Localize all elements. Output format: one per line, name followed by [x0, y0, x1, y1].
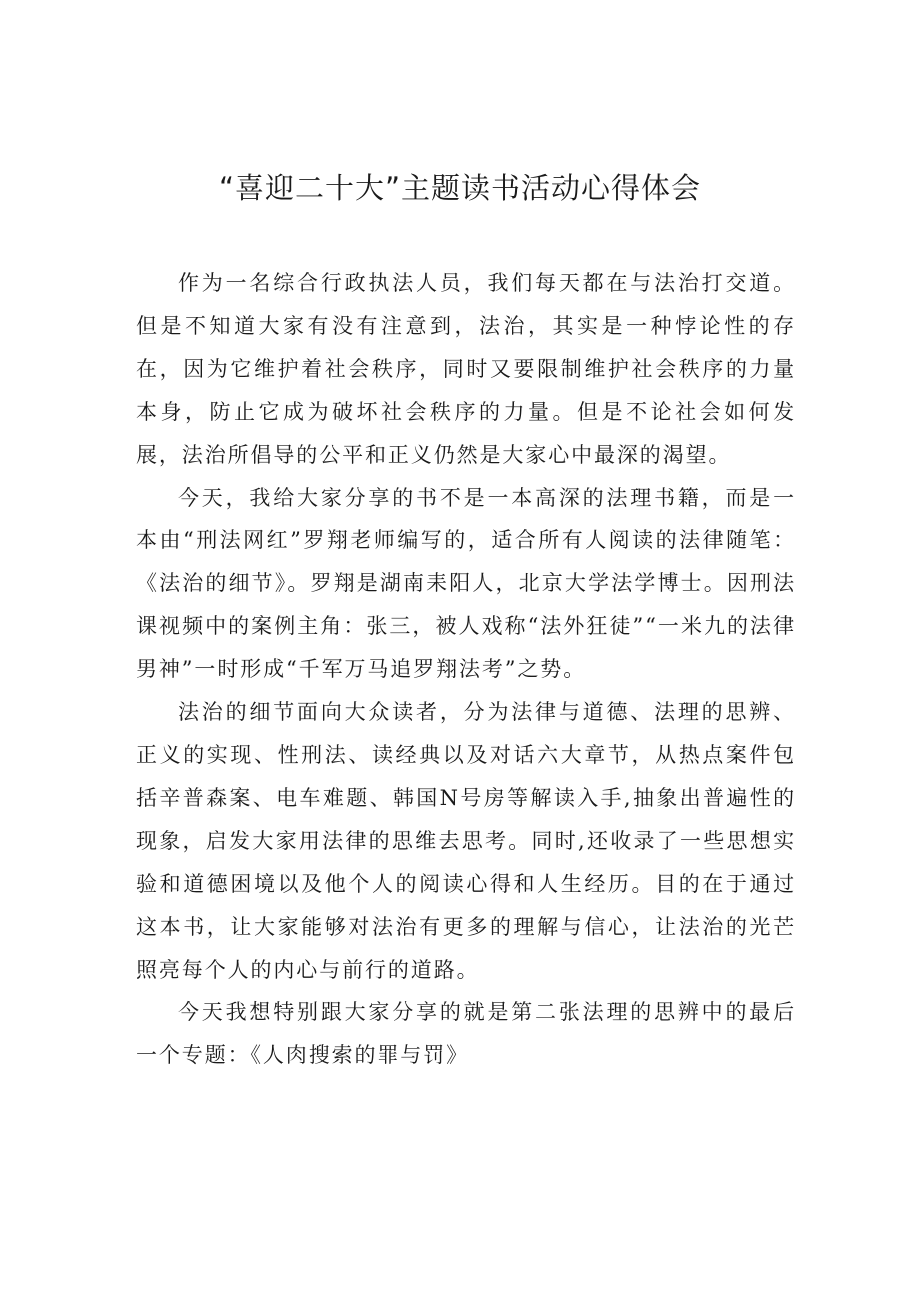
paragraph-3: 法治的细节面向大众读者，分为法律与道德、法理的思辨、正义的实现、性刑法、读经典以及对话六大章节，从热点案件包括辛普森案、电车难题、韩国N号房等解读入手,抽象出普遍性的现象，启发大家用法律的思维去思考。同时,还收录了一些思想实验和道德困境以及他个人的阅读心得和人生经历。目的在于通过这本书，让大家能够对法治有更多的理解与信心，让法治的光芒照亮每个人的内心与前行的道路。 [136, 700, 796, 982]
paragraph-2: 今天，我给大家分享的书不是一本高深的法理书籍，而是一本由“刑法网红”罗翔老师编写的，适合所有人阅读的法律随笔：《法治的细节》。罗翔是湖南耒阳人，北京大学法学博士。因刑法课视频中的案例主角：张三，被人戏称“法外狂徒”“一米九的法律男神”一时形成“千军万马追罗翔法考”之势。 [136, 485, 796, 682]
document-body [136, 262, 796, 1077]
paragraph-4: 今天我想特别跟大家分享的就是第二张法理的思辨中的最后一个专题：《人肉搜索的罪与罚》 [136, 1000, 796, 1068]
document-title: “喜迎二十大”主题读书活动心得体会 [218, 171, 702, 205]
paragraph-1: 作为一名综合行政执法人员，我们每天都在与法治打交道。但是不知道大家有没有注意到，法治，其实是一种悖论性的存在，因为它维护着社会秩序，同时又要限制维护社会秩序的力量本身，防止它成为破坏社会秩序的力量。但是不论社会如何发展，法治所倡导的公平和正义仍然是大家心中最深的渴望。 [136, 271, 796, 467]
